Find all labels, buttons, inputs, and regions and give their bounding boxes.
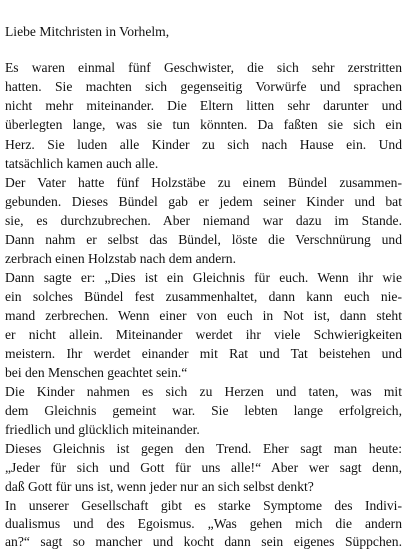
- text-line: mand zerbrechen. Wenn einer von euch in Not ist, dann steht: [5, 308, 402, 323]
- text-line: In unserer Gesellschaft gibt es starke Symptome des Indivi-: [5, 498, 402, 513]
- text-line: friedlich und glücklich miteinander.: [5, 422, 200, 437]
- text-line: an?“ sagt so mancher und kocht dann sein eigenes Süppchen.: [5, 534, 402, 549]
- text-line: er nicht allein. Miteinander werdet ihr viele Schwierigkeiten: [5, 327, 402, 342]
- text-line: tatsächlich kamen auch alle.: [5, 156, 159, 171]
- text-line: überlegten lange, was sie tun könnten. Da faßten sie sich ein: [5, 117, 402, 132]
- text-line: Es waren einmal fünf Geschwister, die sich sehr zerstritten: [5, 60, 402, 75]
- text-line: dualismus und des Egoismus. „Was gehen mich die andern: [5, 516, 402, 531]
- text-line: Dann sagte er: „Dies ist ein Gleichnis für euch. Wenn ihr wie: [5, 270, 402, 285]
- text-line: hatten. Sie machten sich gegenseitig Vorwürfe und sprachen: [5, 79, 402, 94]
- text-line: ein solches Bündel fest zusammenhaltet, dann kann euch nie-: [5, 289, 402, 304]
- text-line: „Jeder für sich und Gott für uns alle!“ Aber wer sagt denn,: [5, 460, 402, 475]
- text-line: gebunden. Dieses Bündel gab er jedem seiner Kinder und bat: [5, 194, 402, 209]
- text-line: Dann nahm er selbst das Bündel, löste die Verschnürung und: [5, 232, 402, 247]
- salutation: Liebe Mitchristen in Vorhelm,: [5, 24, 170, 39]
- text-line: meistern. Ihr werdet einander mit Rat und Tat beistehen und: [5, 346, 402, 361]
- text-line: sie, es durchzubrechen. Aber niemand war dazu im Stande.: [5, 213, 402, 228]
- text-line: dem Gleichnis gemeint war. Sie lebten lange erfolgreich,: [5, 403, 402, 418]
- text-line: daß Gott für uns ist, wenn jeder nur an sich selbst denkt?: [5, 479, 314, 494]
- text-line: Dieses Gleichnis ist gegen den Trend. Eher sagt man heute:: [5, 441, 402, 456]
- text-line: zerbrach einen Holzstab nach dem andern.: [5, 251, 236, 266]
- text-line: bei den Menschen geachtet sein.“: [5, 365, 188, 380]
- text-line: nicht mehr miteinander. Die Eltern litten sehr darunter und: [5, 98, 402, 113]
- text-line: Die Kinder nahmen es sich zu Herzen und taten, was mit: [5, 384, 402, 399]
- text-line: Der Vater hatte fünf Holzstäbe zu einem Bündel zusammen-: [5, 175, 402, 190]
- text-line: Herz. Sie luden alle Kinder zu sich nach Hause ein. Und: [5, 137, 402, 152]
